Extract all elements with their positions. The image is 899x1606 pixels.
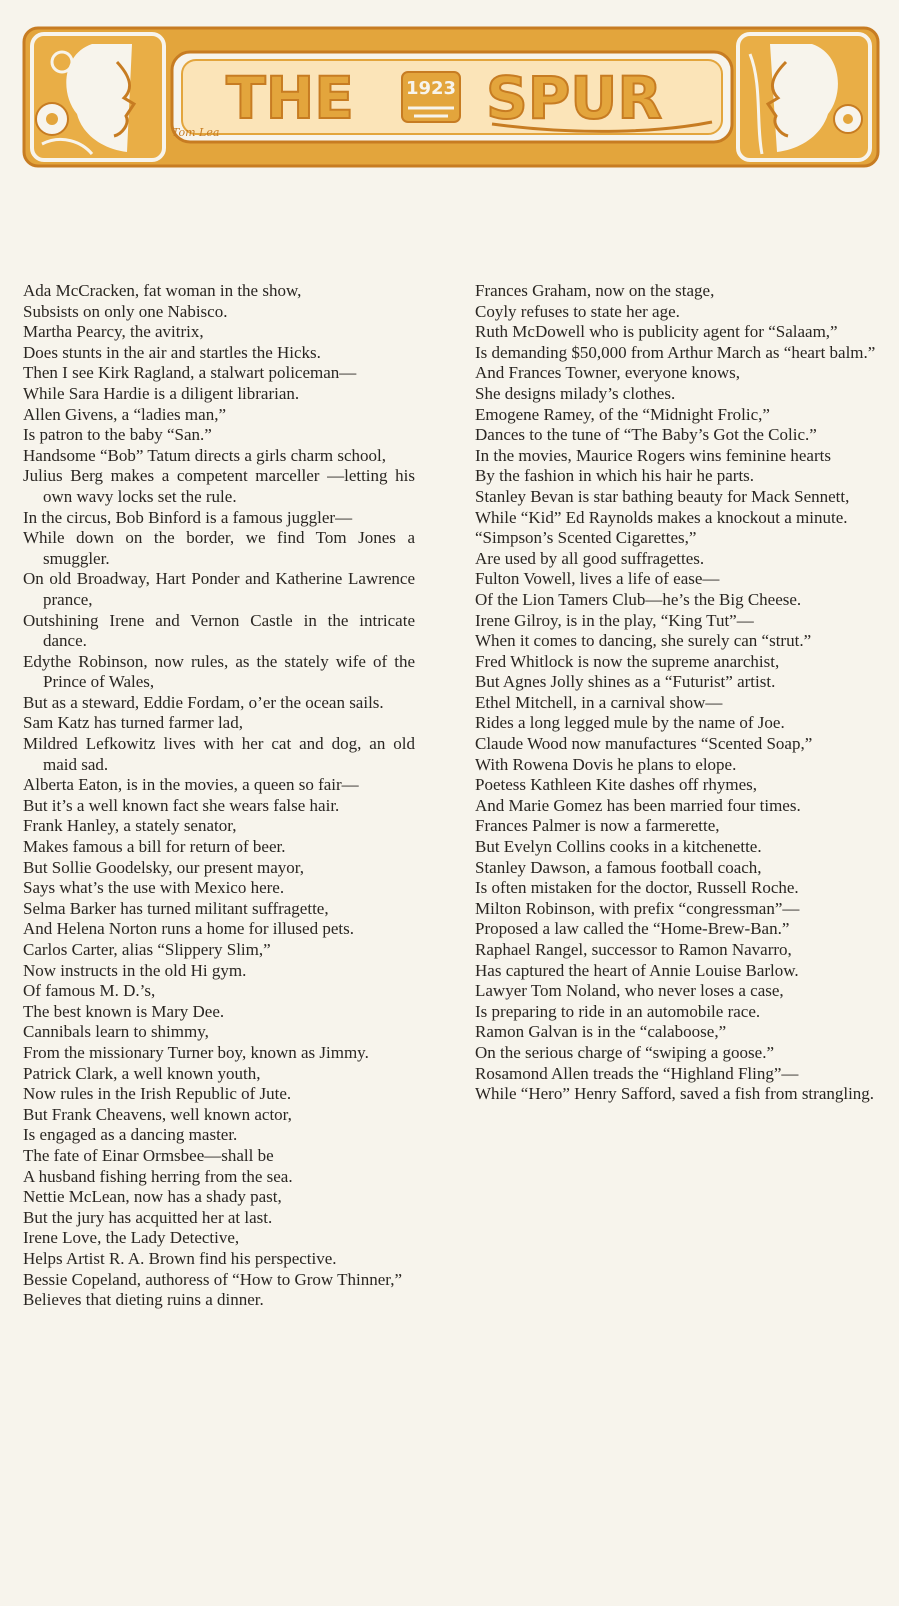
- verse-line: Coyly refuses to state her age.: [475, 301, 680, 321]
- verse-line: Is demanding $50,000 from Arthur March as “heart balm.”: [475, 342, 876, 362]
- verse-line: Rides a long legged mule by the name of Joe.: [475, 713, 785, 733]
- verse-line: But it’s a well known fact she wears false hair.: [23, 795, 340, 815]
- verse-line: But as a steward, Eddie Fordam, o’er the ocean sails.: [23, 692, 384, 712]
- verse-line: Proposed a law called the “Home-Brew-Ban.”: [475, 919, 790, 939]
- verse-line: Ethel Mitchell, in a carnival show—: [475, 692, 723, 712]
- verse-line: Dances to the tune of “The Baby’s Got the Colic.”: [475, 425, 817, 445]
- left-column: [23, 281, 415, 1311]
- verse-line: Claude Wood now manufactures “Scented Soap,”: [475, 734, 813, 754]
- verse-line: Carlos Carter, alias “Slippery Slim,”: [23, 940, 271, 959]
- verse-line: Patrick Clark, a well known youth,: [23, 1063, 261, 1083]
- verse-line: Is preparing to ride in an automobile race.: [475, 1001, 761, 1021]
- header-banner: [22, 24, 880, 172]
- verse-line: Irene Gilroy, is in the play, “King Tut”—: [475, 610, 754, 630]
- verse-line: Are used by all good suffragettes.: [475, 548, 705, 568]
- verse-line: But Evelyn Collins cooks in a kitchenette.: [475, 837, 762, 857]
- banner-artwork: [22, 24, 880, 172]
- right-column: [475, 281, 885, 1105]
- verse-line: Poetess Kathleen Kite dashes off rhymes,: [475, 775, 758, 795]
- verse-line: Frances Graham, now on the stage,: [475, 281, 715, 300]
- verse-line: While “Kid” Ed Raynolds makes a knockout a minute.: [475, 507, 848, 527]
- verse-line: The fate of Einar Ormsbee—shall be: [23, 1145, 274, 1165]
- verse-line: Says what’s the use with Mexico here.: [23, 878, 285, 898]
- verse-line: Martha Pearcy, the avitrix,: [23, 322, 204, 342]
- verse-line: Stanley Dawson, a famous football coach,: [475, 857, 762, 877]
- verse-line: Raphael Rangel, successor to Ramon Navarro,: [475, 940, 792, 959]
- verse-line: Now instructs in the old Hi gym.: [23, 960, 247, 980]
- verse-line: By the fashion in which his hair he parts.: [475, 466, 755, 486]
- verse-line: Milton Robinson, with prefix “congressman”—: [475, 898, 800, 918]
- verse-line: And Helena Norton runs a home for illused pets.: [23, 919, 354, 939]
- verse-line: Emogene Ramey, of the “Midnight Frolic,”: [475, 404, 770, 424]
- verse-line: Julius Berg makes a competent marceller —letting his own wavy locks set the rule.: [23, 466, 415, 506]
- verse-line: Of the Lion Tamers Club—he’s the Big Cheese.: [475, 589, 802, 609]
- verse-line: But Sollie Goodelsky, our present mayor,: [23, 857, 305, 877]
- verse-line: Subsists on only one Nabisco.: [23, 301, 228, 321]
- verse-line: Stanley Bevan is star bathing beauty for Mack Sennett,: [475, 486, 850, 506]
- verse-line: Irene Love, the Lady Detective,: [23, 1228, 240, 1248]
- verse-line: Does stunts in the air and startles the Hicks.: [23, 342, 321, 362]
- verse-line: Cannibals learn to shimmy,: [23, 1022, 209, 1042]
- verse-line: Then I see Kirk Ragland, a stalwart policeman—: [23, 363, 357, 383]
- verse-line: But the jury has acquitted her at last.: [23, 1207, 273, 1227]
- verse-line: Selma Barker has turned militant suffragette,: [23, 898, 329, 918]
- artist-signature: Tom Lea: [172, 126, 220, 139]
- verse-line: Frank Hanley, a stately senator,: [23, 816, 237, 836]
- verse-line: Is patron to the baby “San.”: [23, 425, 212, 445]
- verse-line: Of famous M. D.’s,: [23, 981, 156, 1001]
- verse-line: Ada McCracken, fat woman in the show,: [23, 281, 302, 300]
- verse-line: Alberta Eaton, is in the movies, a queen so fair—: [23, 775, 359, 795]
- verse-line: Makes famous a bill for return of beer.: [23, 837, 286, 857]
- verse-line: Bessie Copeland, authoress of “How to Grow Thinner,”: [23, 1269, 403, 1289]
- verse-line: The best known is Mary Dee.: [23, 1001, 225, 1021]
- verse-line: Ruth McDowell who is publicity agent for “Salaam,”: [475, 322, 838, 342]
- verse-line: While Sara Hardie is a diligent librarian.: [23, 383, 300, 403]
- verse-line: On the serious charge of “swiping a goose.”: [475, 1042, 774, 1062]
- verse-line: Nettie McLean, now has a shady past,: [23, 1187, 282, 1207]
- verse-line: Fred Whitlock is now the supreme anarchist,: [475, 651, 780, 671]
- verse-line: Mildred Lefkowitz lives with her cat and dog, an old maid sad.: [23, 734, 415, 774]
- verse-line: Believes that dieting ruins a dinner.: [23, 1290, 264, 1310]
- verse-line: While down on the border, we find Tom Jones a smuggler.: [23, 528, 415, 568]
- verse-line: Ramon Galvan is in the “calaboose,”: [475, 1022, 727, 1042]
- verse-line: But Frank Cheavens, well known actor,: [23, 1104, 292, 1124]
- banner-title-left: THE: [226, 64, 354, 132]
- verse-line: From the missionary Turner boy, known as Jimmy.: [23, 1042, 369, 1062]
- verse-line: Outshining Irene and Vernon Castle in the intricate dance.: [23, 610, 415, 651]
- verse-line: With Rowena Dovis he plans to elope.: [475, 754, 737, 774]
- verse-line: Fulton Vowell, lives a life of ease—: [475, 569, 720, 589]
- verse-line: She designs milady’s clothes.: [475, 383, 676, 403]
- verse-line: And Frances Towner, everyone knows,: [475, 363, 741, 383]
- verse-line: And Marie Gomez has been married four times.: [475, 795, 801, 815]
- verse-line: “Simpson’s Scented Cigarettes,”: [475, 528, 697, 548]
- verse-line: Edythe Robinson, now rules, as the stately wife of the Prince of Wales,: [23, 651, 415, 692]
- verse-line: Handsome “Bob” Tatum directs a girls charm school,: [23, 445, 386, 465]
- verse-line: Allen Givens, a “ladies man,”: [23, 404, 226, 424]
- verse-line: Helps Artist R. A. Brown find his perspective.: [23, 1248, 337, 1268]
- verse-line: Is often mistaken for the doctor, Russell Roche.: [475, 878, 799, 898]
- verse-line: A husband fishing herring from the sea.: [23, 1166, 293, 1186]
- verse-line: Frances Palmer is now a farmerette,: [475, 816, 720, 836]
- verse-line: In the circus, Bob Binford is a famous juggler—: [23, 507, 353, 527]
- verse-line: Sam Katz has turned farmer lad,: [23, 713, 243, 733]
- verse-line: Has captured the heart of Annie Louise Barlow.: [475, 960, 799, 980]
- verse-line: In the movies, Maurice Rogers wins feminine hearts: [475, 445, 831, 465]
- verse-line: When it comes to dancing, she surely can “strut.”: [475, 631, 812, 651]
- banner-title-right: SPUR: [485, 64, 663, 132]
- prophecy-columns: [23, 281, 893, 1601]
- verse-line: While “Hero” Henry Safford, saved a fish from strangling.: [475, 1084, 875, 1104]
- verse-line: Now rules in the Irish Republic of Jute.: [23, 1084, 292, 1104]
- verse-line: Rosamond Allen treads the “Highland Fling”—: [475, 1063, 799, 1083]
- verse-line: But Agnes Jolly shines as a “Futurist” artist.: [475, 672, 776, 692]
- verse-line: Is engaged as a dancing master.: [23, 1125, 238, 1145]
- verse-line: Lawyer Tom Noland, who never loses a case,: [475, 981, 784, 1001]
- banner-year: 1923: [405, 78, 457, 99]
- verse-line: On old Broadway, Hart Ponder and Katherine Lawrence prance,: [23, 569, 415, 609]
